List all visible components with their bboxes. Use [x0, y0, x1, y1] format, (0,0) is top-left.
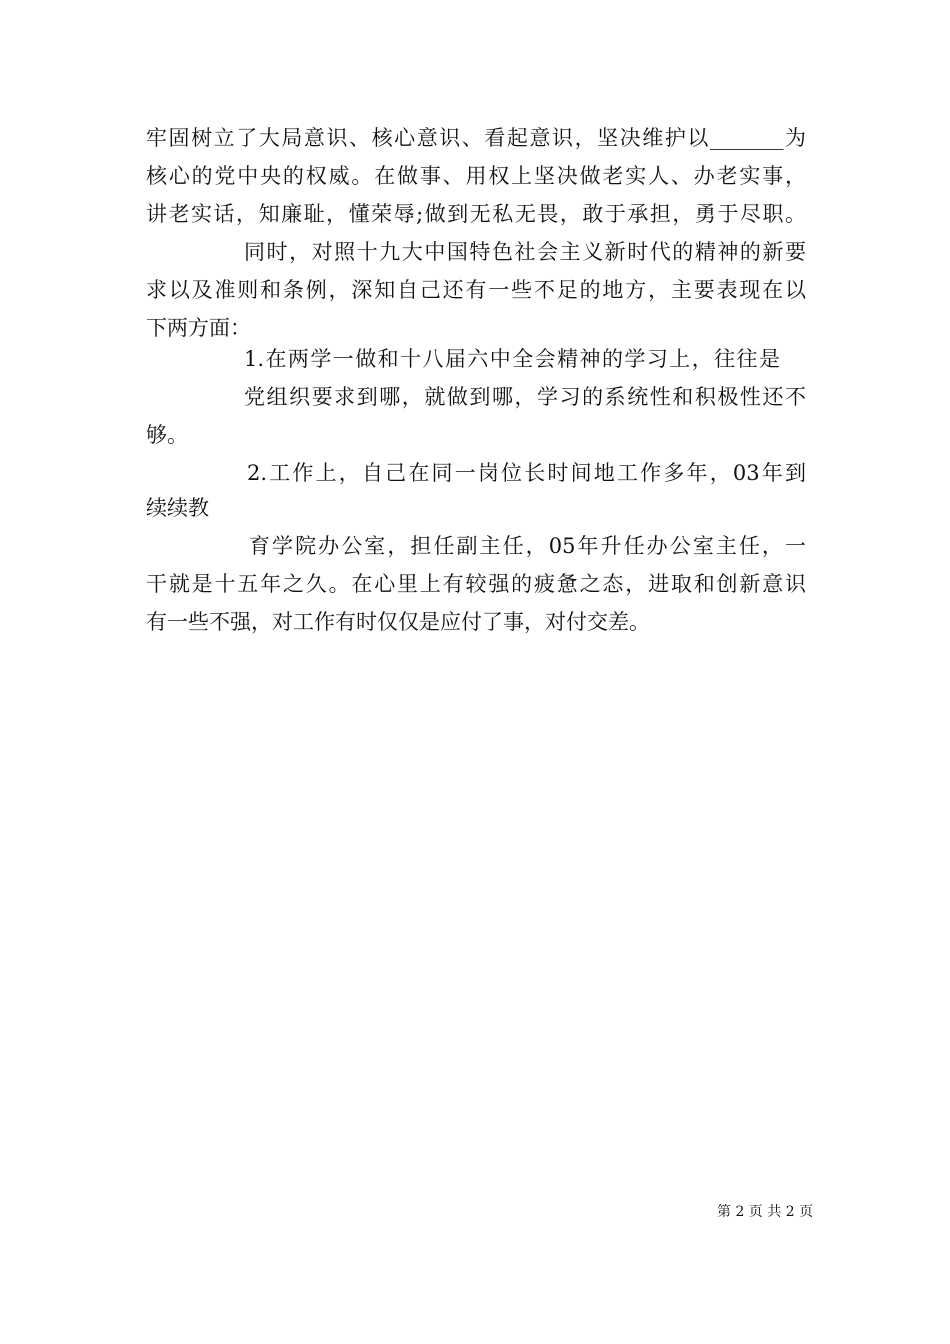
list-item-1-line-2: 党组织要求到哪，就做到哪，学习的系统性和积极性还不 — [244, 385, 806, 409]
list-item-2-line-4: 干就是十五年之久。在心里上有较强的疲惫之态，进取和创新意识 — [146, 572, 806, 596]
list-item-1-line-3: 够。 — [146, 423, 188, 447]
body-line-4: 同时，对照十九大中国特色社会主义新时代的精神的新要 — [244, 240, 806, 264]
body-line-1: 牢固树立了大局意识、核心意识、看起意识，坚决维护以_______为 — [146, 126, 806, 150]
body-line-5: 求以及准则和条例，深知自己还有一些不足的地方，主要表现在以 — [146, 278, 806, 302]
body-line-2: 核心的党中央的权威。在做事、用权上坚决做老实人、办老实事， — [146, 164, 806, 188]
body-line-3: 讲老实话，知廉耻，懂荣辱;做到无私无畏，敢于承担，勇于尽职。 — [146, 202, 806, 226]
list-item-2-line-1: 2.工作上，自己在同一岗位长时间地工作多年，03年到 — [247, 461, 806, 485]
body-line-6: 下两方面： — [146, 316, 251, 340]
list-item-1-line-1: 1.在两学一做和十八届六中全会精神的学习上，往往是 — [244, 347, 780, 371]
list-item-2-line-3: 育学院办公室，担任副主任，05年升任办公室主任，一 — [249, 534, 806, 558]
page-footer: 第 2 页 共 2 页 — [717, 1204, 814, 1220]
list-item-2-line-2: 续续教 — [146, 496, 209, 520]
list-item-2-line-5: 有一些不强，对工作有时仅仅是应付了事，对付交差。 — [146, 610, 650, 634]
